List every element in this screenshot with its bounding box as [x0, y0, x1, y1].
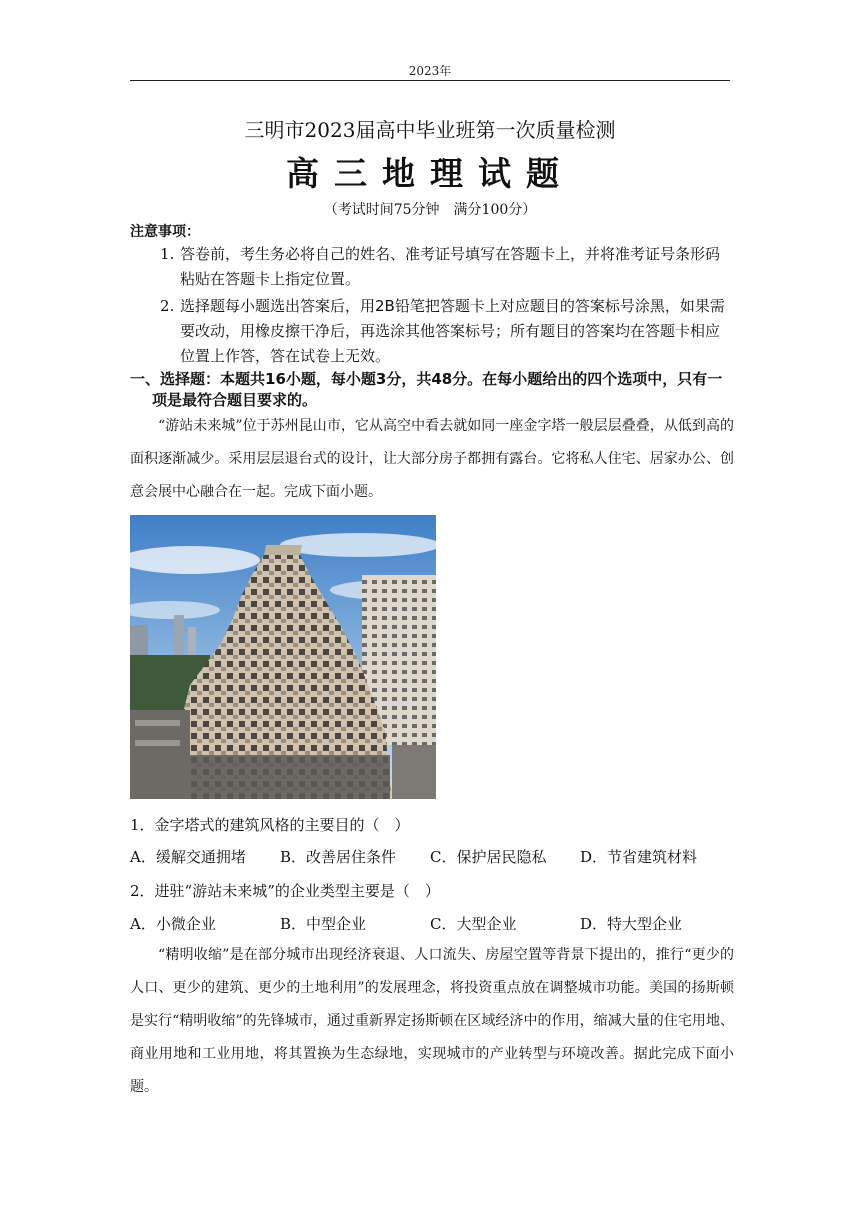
section-heading [130, 369, 734, 411]
section-heading-line1: 一、选择题：本题共16小题，每小题3分，共48分。在每小题给出的四个选项中，只有一 [130, 370, 723, 388]
option-b: B．中型企业 [280, 915, 367, 933]
option-a: A．缓解交通拥堵 [130, 848, 246, 866]
section-heading-line2: 项是最符合题目要求的。 [152, 391, 318, 409]
header-divider [130, 80, 730, 81]
exam-info: （考试时间75分钟 满分100分） [323, 202, 537, 218]
note-text: 选择题每小题选出答案后，用2B铅笔把答题卡上对应题目的答案标号涂黑，如果需要改动，用橡皮擦干净后，再选涂其他答案标号；所有题目的答案均在答题卡相应位置上作答，答在试卷上无效。 [180, 297, 725, 365]
pyramid-building-photo [130, 515, 436, 799]
option-c: C．大型企业 [430, 915, 517, 933]
option-d: D．节省建筑材料 [580, 848, 698, 866]
exam-title: 三明市2023届高中毕业班第一次质量检测 [244, 118, 616, 142]
header-year: 2023年 [408, 64, 452, 78]
option-c: C．保护居民隐私 [430, 848, 547, 866]
subject-title: 高三地理试题 [286, 154, 574, 193]
option-a: A．小微企业 [130, 915, 216, 933]
notes-heading: 注意事项： [130, 224, 200, 240]
option-b: B．改善居住条件 [280, 848, 397, 866]
note-item-1 [160, 242, 732, 292]
passage-2: “精明收缩”是在部分城市出现经济衰退、人口流失、房屋空置等背景下提出的，推行“更少的人口、更少的建筑、更少的土地利用”的发展理念，将投资重点放在调整城市功能。美国的扬斯顿是实行“精明收缩”的先锋城市，通过重新界定扬斯顿在区域经济中的作用，缩减大量的住宅用地、商业用地和工业用地，将其置换为生态绿地，实现城市的产业转型与环境改善。据此完成下面小题。 [130, 947, 734, 1095]
note-item-2 [160, 294, 732, 369]
note-number: 2. [160, 297, 175, 315]
option-d: D．特大型企业 [580, 915, 683, 933]
passage-1: “游站未来城”位于苏州昆山市，它从高空中看去就如同一座金字塔一般层层叠叠，从低到高的面积逐渐减少。采用层层退台式的设计，让大部分房子都拥有露台。它将私人住宅、居家办公、创意会展中心融合在一起。完成下面小题。 [130, 418, 734, 500]
note-text: 答卷前，考生务必将自己的姓名、准考证号填写在答题卡上，并将准考证号条形码粘贴在答题卡上指定位置。 [180, 245, 721, 288]
note-number: 1. [160, 245, 175, 263]
question-1-stem: 1．金字塔式的建筑风格的主要目的（ ） [130, 816, 410, 834]
question-2-stem: 2．进驻“游站未来城”的企业类型主要是（ ） [130, 882, 440, 900]
